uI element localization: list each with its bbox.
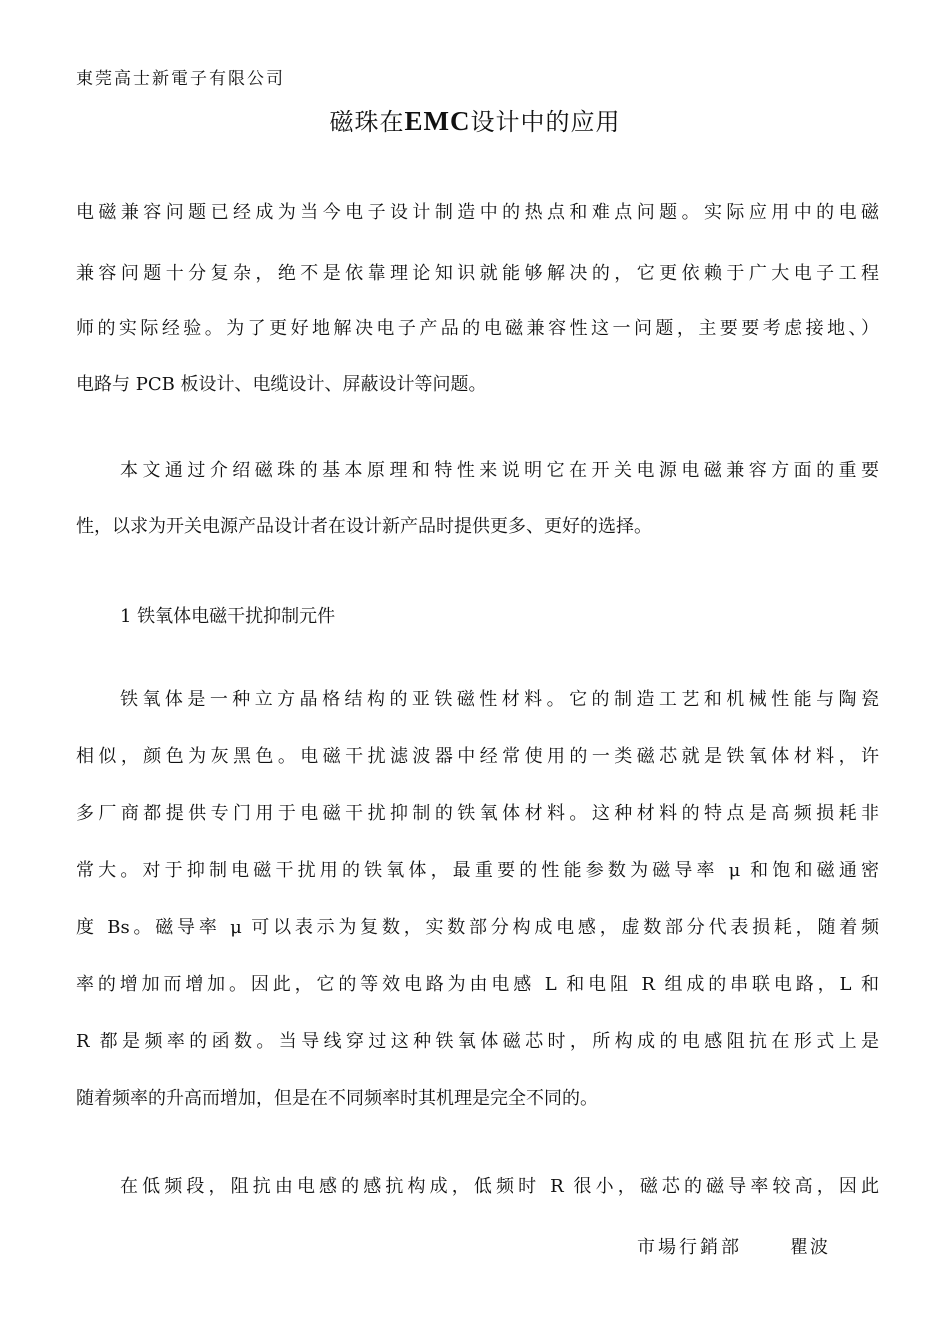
text-line: 电路与 PCB 板设计、电缆设计、屏蔽设计等问题。 — [76, 374, 487, 395]
text-line: 兼容问题十分复杂，绝不是依靠理论知识就能够解决的，它更依赖于广大电子工程 — [76, 263, 879, 284]
text-line: 率的增加而增加。因此，它的等效电路为由电感 L 和电阻 R 组成的串联电路，L 和 — [76, 974, 879, 995]
section-heading: 1 铁氧体电磁干扰抑制元件 — [120, 606, 336, 627]
text-line: 随着频率的升高而增加，但是在不同频率时其机理是完全不同的。 — [76, 1088, 598, 1109]
text-line: 电磁兼容问题已经成为当今电子设计制造中的热点和难点问题。实际应用中的电磁 — [76, 202, 879, 223]
text-line: 师的实际经验。为了更好地解决电子产品的电磁兼容性这一问题，主要要考虑接地、） — [76, 318, 879, 339]
text-line: 相似，颜色为灰黑色。电磁干扰滤波器中经常使用的一类磁芯就是铁氧体材料，许 — [76, 746, 879, 767]
footer-department: 市場行銷部 — [637, 1237, 742, 1258]
title-part-1: 磁珠在 — [329, 108, 405, 136]
title-part-2: 设计中的应用 — [470, 108, 621, 136]
text-line: 性，以求为开关电源产品设计者在设计新产品时提供更多、更好的选择。 — [76, 516, 652, 537]
text-line: 在低频段，阻抗由电感的感抗构成，低频时 R 很小，磁芯的磁导率较高，因此 — [120, 1176, 879, 1197]
text-line: 本文通过介绍磁珠的基本原理和特性来说明它在开关电源电磁兼容方面的重要 — [120, 460, 879, 481]
page-title — [0, 102, 950, 137]
company-header: 東莞高士新電子有限公司 — [76, 69, 285, 89]
title-emc: EMC — [404, 106, 471, 136]
footer-author: 瞿波 — [790, 1237, 830, 1258]
text-line: 铁氧体是一种立方晶格结构的亚铁磁性材料。它的制造工艺和机械性能与陶瓷 — [120, 689, 879, 710]
text-line: 常大。对于抑制电磁干扰用的铁氧体，最重要的性能参数为磁导率 μ 和饱和磁通密 — [76, 860, 879, 881]
text-line: 度 Bs。磁导率 μ 可以表示为复数，实数部分构成电感，虚数部分代表损耗，随着频 — [76, 917, 879, 938]
text-line: 多厂商都提供专门用于电磁干扰抑制的铁氧体材料。这种材料的特点是高频损耗非 — [76, 803, 879, 824]
text-line: R 都是频率的函数。当导线穿过这种铁氧体磁芯时，所构成的电感阻抗在形式上是 — [76, 1031, 879, 1052]
